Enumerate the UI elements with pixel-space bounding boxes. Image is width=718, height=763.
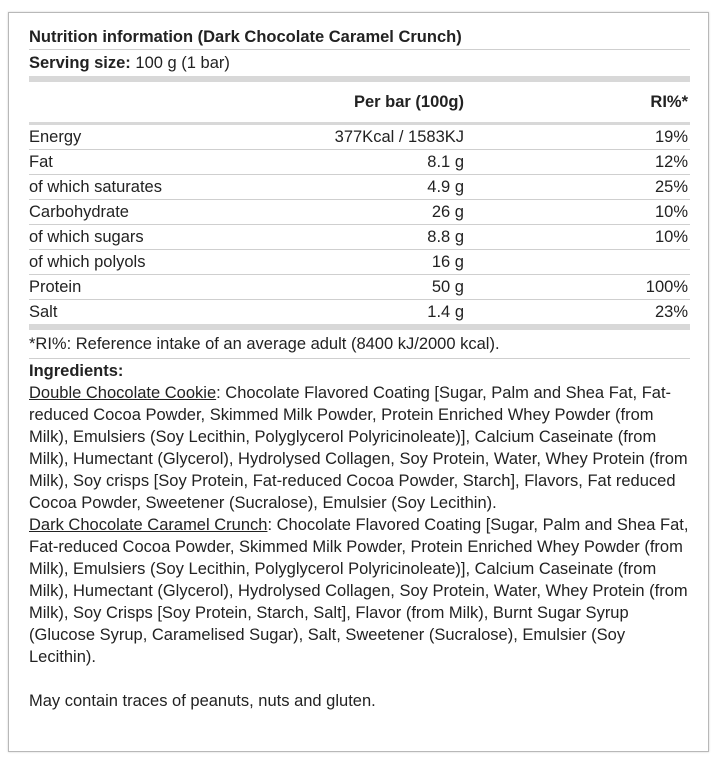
per-bar-value: 16 g: [279, 250, 464, 275]
ri-footnote: *RI%: Reference intake of an average adult (8400 kJ/2000 kcal).: [29, 330, 690, 359]
ingredients-section-name: Dark Chocolate Caramel Crunch: [29, 516, 268, 534]
ri-value: 10%: [464, 200, 690, 225]
serving-size: [29, 50, 690, 82]
nutrient-name: Protein: [29, 275, 279, 300]
nutrition-content: [29, 25, 690, 712]
table-row: [29, 200, 690, 225]
nutrient-name: of which saturates: [29, 175, 279, 200]
serving-size-label: Serving size:: [29, 54, 131, 72]
ingredients-heading: Ingredients:: [29, 362, 124, 380]
table-row: [29, 300, 690, 325]
nutrient-name: Energy: [29, 124, 279, 150]
column-header-ri: RI%*: [650, 92, 688, 111]
ri-value: 12%: [464, 150, 690, 175]
per-bar-value: 377Kcal / 1583KJ: [279, 124, 464, 150]
ingredients-section: [29, 382, 690, 514]
ingredients-section-text: : Chocolate Flavored Coating [Sugar, Palm and Shea Fat, Fat-reduced Cocoa Powder, Skimmed Milk Powder, Protein Enriched Whey Powder (from Milk), Emulsiers (Soy Lecithin, Polyglycerol Polyricinoleate)], Calcium Caseinate (from Milk), Humectant (Glycerol), Hydrolysed Collagen, Soy Protein, Water, Whey Protein (from Milk), Soy crisps [Soy Protein, Fat-reduced Cocoa Powder, Starch], Flavors, Fat reduced Cocoa Powder, Sweetener (Sucralose), Emulsier (Soy Lecithin).: [29, 384, 688, 512]
nutrition-title: Nutrition information (Dark Chocolate Caramel Crunch): [29, 25, 690, 50]
table-row: [29, 124, 690, 150]
serving-size-value: 100 g (1 bar): [135, 54, 230, 72]
per-bar-value: 8.8 g: [279, 225, 464, 250]
nutrient-name: Fat: [29, 150, 279, 175]
per-bar-value: 26 g: [279, 200, 464, 225]
per-bar-value: 4.9 g: [279, 175, 464, 200]
per-bar-value: 1.4 g: [427, 303, 464, 321]
ingredients-section: [29, 514, 690, 668]
nutrition-table: [29, 82, 690, 324]
nutrient-name: of which polyols: [29, 250, 279, 275]
footnote-section: [29, 324, 690, 359]
allergen-traces: May contain traces of peanuts, nuts and gluten.: [29, 692, 376, 710]
nutrition-panel: [8, 12, 709, 752]
table-row: [29, 275, 690, 300]
ri-value: 19%: [464, 124, 690, 150]
table-header-row: [29, 82, 690, 124]
table-row: [29, 175, 690, 200]
table-row: [29, 150, 690, 175]
table-row: [29, 250, 690, 275]
column-header-nutrient: [29, 82, 279, 124]
ri-value: 25%: [464, 175, 690, 200]
ri-value: 100%: [464, 275, 690, 300]
ri-value: 10%: [464, 225, 690, 250]
per-bar-value: 8.1 g: [279, 150, 464, 175]
table-row: [29, 225, 690, 250]
nutrient-name: Salt: [29, 303, 58, 321]
column-header-per-bar: Per bar (100g): [353, 92, 464, 111]
ingredients-section-text: : Chocolate Flavored Coating [Sugar, Palm and Shea Fat, Fat-reduced Cocoa Powder, Skimmed Milk Powder, Protein Enriched Whey Powder (from Milk), Emulsiers (Soy Lecithin, Polyglycerol Polyricinoleate)], Calcium Caseinate (from Milk), Humectant (Glycerol), Hydrolysed Collagen, Soy Protein, Water, Whey Protein (from Milk), Soy Crisps [Soy Protein, Starch, Salt], Flavor (from Milk), Burnt Sugar Syrup (Glucose Syrup, Caramelised Sugar), Salt, Sweetener (Sucralose), Emulsier (Soy Lecithin).: [29, 516, 689, 666]
ri-value: 23%: [654, 303, 688, 321]
nutrient-name: Carbohydrate: [29, 200, 279, 225]
per-bar-value: 50 g: [279, 275, 464, 300]
nutrient-name: of which sugars: [29, 225, 279, 250]
ingredients-section-name: Double Chocolate Cookie: [29, 384, 217, 402]
ri-value: [464, 250, 690, 275]
